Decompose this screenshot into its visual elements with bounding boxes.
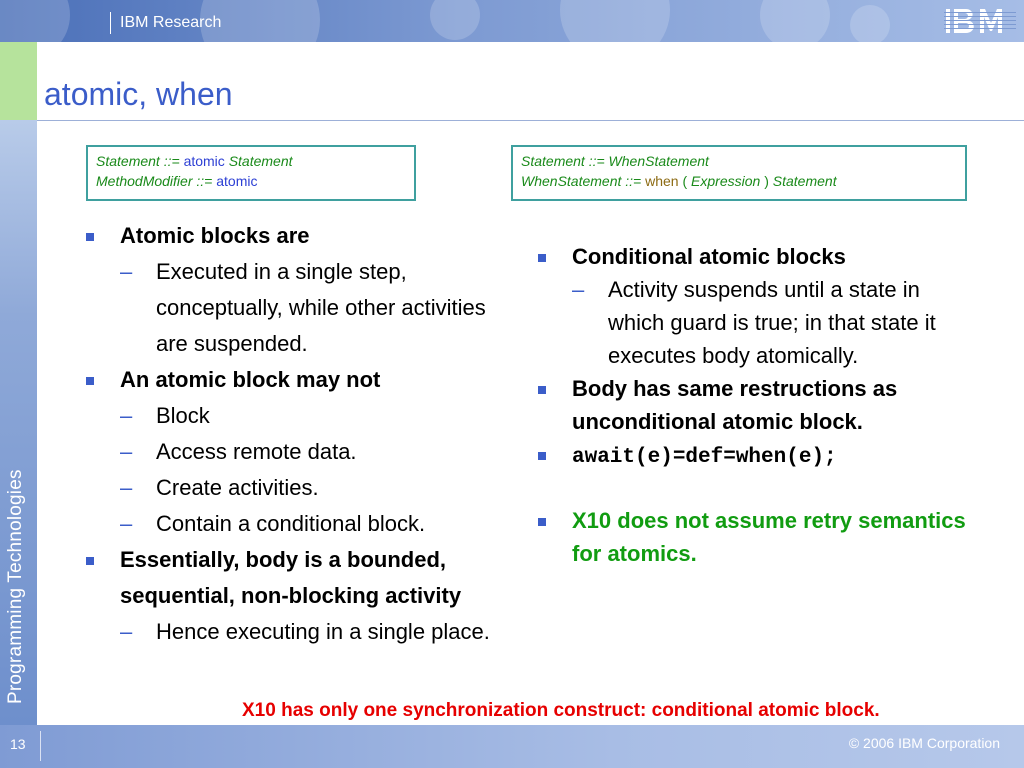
bullet-text: Atomic blocks are (120, 223, 310, 248)
sub-bullet-item (84, 434, 504, 470)
side-accent (0, 42, 37, 120)
bullet-text: Hence executing in a single place. (156, 619, 490, 644)
list-spacer (536, 474, 966, 504)
sub-bullet-item (84, 506, 504, 542)
code-text: await(e)=def=when(e); (572, 446, 837, 469)
page-number: 13 (10, 736, 26, 752)
header-bar (0, 0, 1024, 42)
left-bullet-list (84, 218, 504, 650)
bullet-text: Essentially, body is a bounded, sequential, non-blocking activity (120, 547, 462, 608)
brand-separator (110, 12, 111, 34)
dash-marker: – (572, 277, 585, 302)
syntax-keyword: atomic (183, 153, 225, 169)
decorative-bubble (560, 0, 670, 42)
syntax-paren: ( (682, 173, 688, 189)
syntax-line (521, 171, 957, 191)
syntax-term: Expression (691, 173, 761, 189)
atomic-syntax-box (86, 145, 416, 201)
sub-bullet-item (84, 254, 504, 362)
footer-separator (40, 731, 41, 761)
dash-marker: – (120, 439, 133, 464)
slide-title: atomic, when (44, 76, 233, 112)
syntax-term: WhenStatement ::= (521, 173, 642, 189)
bullet-item (536, 504, 966, 570)
bullet-text: Access remote data. (156, 439, 357, 464)
copyright-text: © 2006 IBM Corporation (848, 735, 1000, 751)
syntax-line (96, 151, 406, 171)
syntax-term: MethodModifier ::= (96, 173, 213, 189)
sub-bullet-item (84, 470, 504, 506)
syntax-term: Statement ::= WhenStatement (521, 153, 709, 169)
decorative-bubble (760, 0, 830, 42)
decorative-bubble (430, 0, 480, 40)
bullet-text: Activity suspends until a state in which guard is true; in that state it executes body atomically. (608, 277, 936, 368)
bullet-text: Contain a conditional block. (156, 511, 426, 536)
syntax-term: Statement (228, 153, 293, 169)
dash-marker: – (120, 259, 133, 284)
right-bullet-list (536, 240, 966, 570)
dash-marker: – (120, 619, 133, 644)
bullet-text: Body has same restructions as unconditional atomic block. (572, 376, 898, 434)
syntax-keyword: atomic (216, 173, 258, 189)
footnote: X10 has only one synchronization construct: conditional atomic block. (242, 700, 880, 721)
brand-label: IBM Research (120, 14, 222, 31)
syntax-keyword: when (645, 173, 679, 189)
section-label: Programming Technologies (5, 469, 26, 704)
footer-bar (0, 725, 1024, 768)
bullet-item (536, 438, 966, 474)
dash-marker: – (120, 475, 133, 500)
syntax-term: Statement ::= (96, 153, 180, 169)
bullet-item (84, 218, 504, 254)
syntax-term: Statement (772, 173, 837, 189)
bullet-item (536, 240, 966, 273)
bullet-item (84, 542, 504, 614)
syntax-paren: ) (764, 173, 769, 189)
dash-marker: – (120, 511, 133, 536)
bullet-text: Conditional atomic blocks (572, 244, 846, 269)
bullet-text: X10 does not assume retry semantics for atomics. (572, 508, 966, 566)
sub-bullet-item (536, 273, 966, 372)
when-syntax-box (511, 145, 967, 201)
bullet-item (536, 372, 966, 438)
syntax-line (96, 171, 406, 191)
ibm-logo-icon (944, 6, 1016, 36)
dash-marker: – (120, 403, 133, 428)
bullet-text: Block (156, 403, 210, 428)
decorative-bubble (0, 0, 70, 42)
sub-bullet-item (84, 614, 504, 650)
syntax-line (521, 151, 957, 171)
decorative-bubble (850, 5, 890, 42)
bullet-text: Create activities. (156, 475, 319, 500)
title-divider (37, 120, 1024, 121)
bullet-item (84, 362, 504, 398)
bullet-text: Executed in a single step, conceptually, while other activities are suspended. (156, 259, 486, 356)
bullet-text: An atomic block may not (120, 367, 381, 392)
sub-bullet-item (84, 398, 504, 434)
